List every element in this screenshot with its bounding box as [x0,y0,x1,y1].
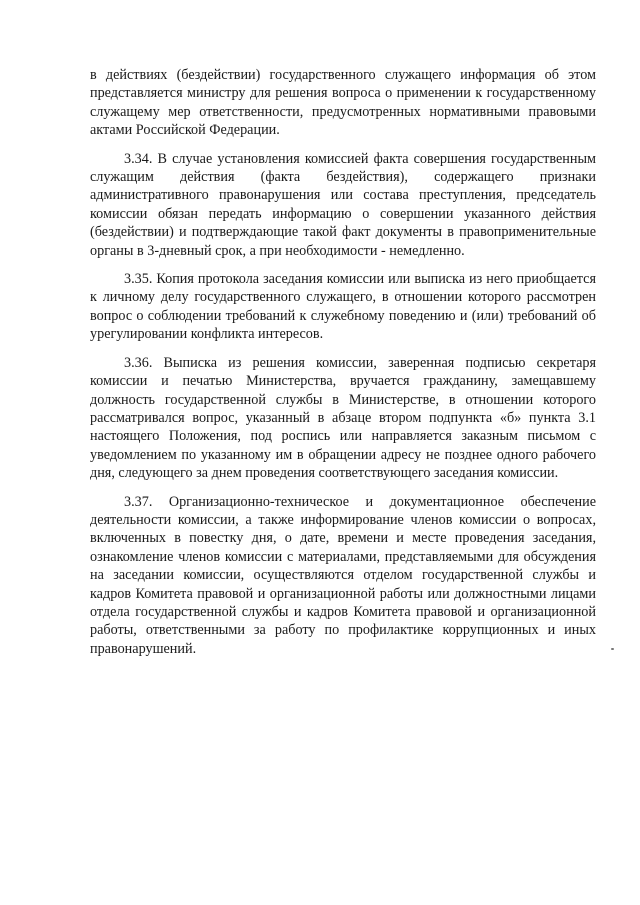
paragraph-continuation: в действиях (бездействии) государственного служащего информация об этом представляется министру для решения вопроса о применении к государственному служащему мер ответственности, предусмотренных нормативными правовыми актами Российской Федерации. [90,67,596,139]
document-body [90,66,596,658]
paragraph-3-34: 3.34. В случае установления комиссией факта совершения государственным служащим действия (факта бездействия), содержащего признаки административного правонарушения или состава преступления, председатель комиссии обязан передать информацию о совершении указанного действия (бездействии) и подтверждающие такой факт документы в правоприменительные органы в 3-дневный срок, а при необходимости - немедленно. [90,150,596,259]
scan-speck [611,648,614,650]
paragraph-3-37: 3.37. Организационно-техническое и документационное обеспечение деятельности комиссии, а также информирование членов комиссии о вопросах, включенных в повестку дня, о дате, времени и месте проведения заседания, ознакомление членов комиссии с материалами, представляемыми для обсуждения на заседании комиссии, осуществляются отделом государственной службы и кадров Комитета правовой и организационной работы или должностными лицами отдела государственной службы и кадров Комитета правовой и организационной работы, ответственными за работу по профилактике коррупционных и иных правонарушений. [90,493,596,657]
paragraph-3-36: 3.36. Выписка из решения комиссии, заверенная подписью секретаря комиссии и печатью Министерства, вручается гражданину, замещавшему должность государственной службы в Министерстве, в отношении которого рассматривался вопрос, указанный в абзаце втором подпункта «б» пункта 3.1 настоящего Положения, под роспись или направляется заказным письмом с уведомлением по указанному им в обращении адресу не позднее одного рабочего дня, следующего за днем проведения соответствующего заседания комиссии. [90,354,596,482]
paragraph-3-35: 3.35. Копия протокола заседания комиссии или выписка из него приобщается к личному делу государственного служащего, в отношении которого рассмотрен вопрос о соблюдении требований к служебному поведению и (или) требований об урегулировании конфликта интересов. [90,271,596,343]
